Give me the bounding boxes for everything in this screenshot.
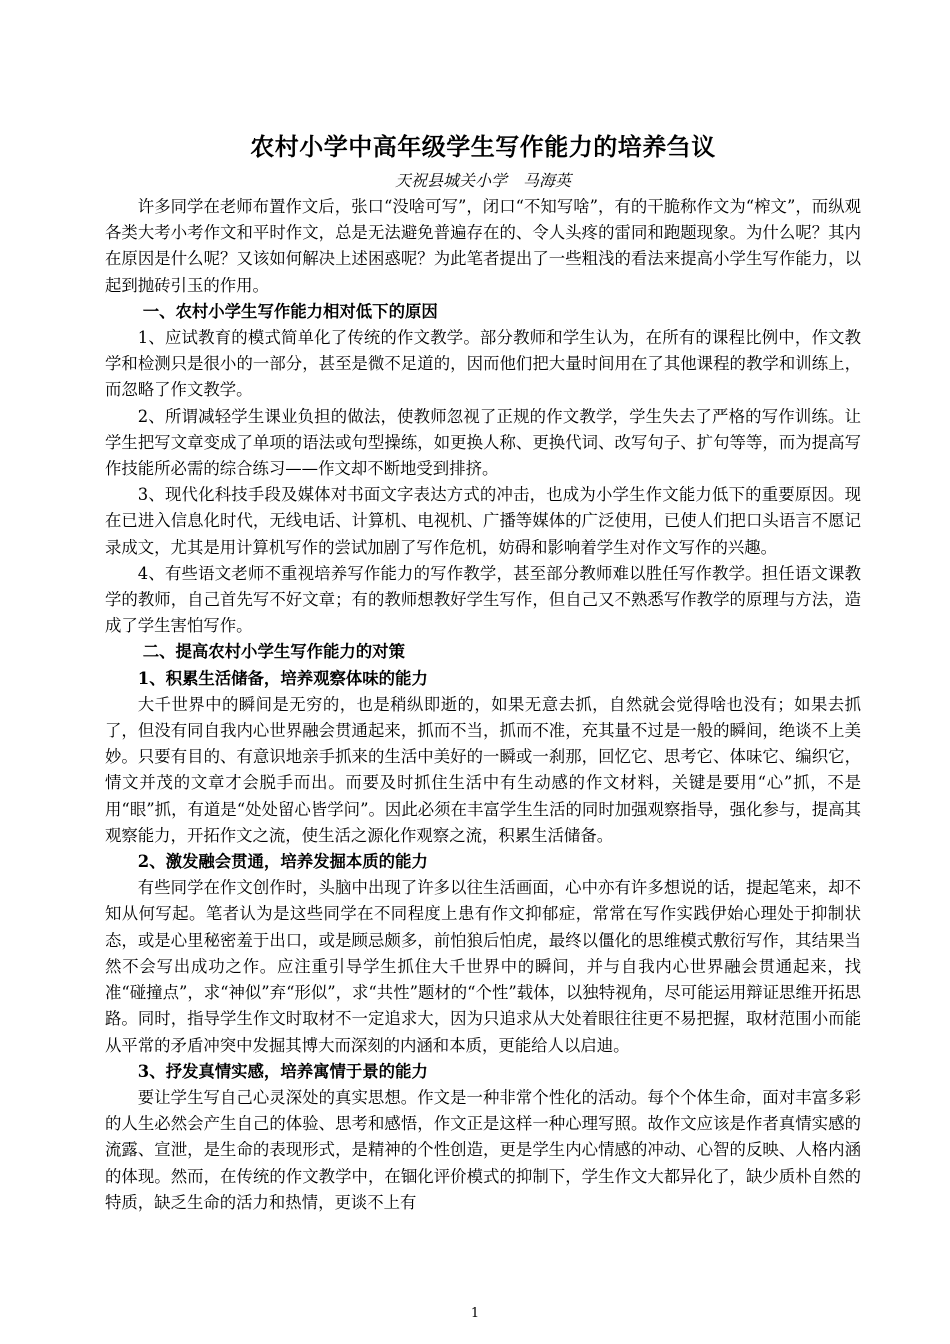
page-number: 1 [470,1306,480,1321]
document-title: 农村小学中高年级学生写作能力的培养刍议 [250,132,716,161]
subsection-heading-1: 1、积累生活储备，培养观察体味的能力 [137,668,428,688]
section-heading-1: 一、农村小学生写作能力相对低下的原因 [142,301,438,321]
document-page [105,130,861,1216]
body-paragraph: 1、应试教育的模式简单化了传统的作文教学。部分教师和学生认为，在所有的课程比例中，作文教学和检测只是很小的一部分，甚至是微不足道的，因而他们把大量时间用在了其他课程的教学和训练上，而忽略了作文教学。 [105,328,861,400]
section-heading-2: 二、提高农村小学生写作能力的对策 [142,642,405,662]
document-author: 天祝县城关小学 马海英 [394,171,571,190]
body-paragraph: 大千世界中的瞬间是无穷的，也是稍纵即逝的，如果无意去抓，自然就会觉得啥也没有；如果去抓了，但没有同自我内心世界融会贯通起来，抓而不当，抓而不准，充其量不过是一般的瞬间，绝谈不上美妙。只要有目的、有意识地亲手抓来的生活中美好的一瞬或一刹那，回忆它、思考它、体味它、编织它，情文并茂的文章才会脱手而出。而要及时抓住生活中有生动感的作文材料，关键是要用“心”抓，不是用“眼”抓，有道是“处处留心皆学问”。因此必须在丰富学生生活的同时加强观察指导，强化参与，提高其观察能力，开拓作文之流，使生活之源化作观察之流，积累生活储备。 [105,694,861,845]
body-paragraph: 3、现代化科技手段及媒体对书面文字表达方式的冲击，也成为小学生作文能力低下的重要原因。现在已进入信息化时代，无线电话、计算机、电视机、广播等媒体的广泛使用，已使人们把口头语言不愿记录成文，尤其是用计算机写作的尝试加剧了写作危机，妨碍和影响着学生对作文写作的兴趣。 [105,485,861,557]
body-paragraph: 有些同学在作文创作时，头脑中出现了许多以往生活画面，心中亦有许多想说的话，提起笔来，却不知从何写起。笔者认为是这些同学在不同程度上患有作文抑郁症，常常在写作实践伊始心理处于抑制状态，或是心里秘密羞于出口，或是顾忌颇多，前怕狼后怕虎，最终以僵化的思维模式敷衍写作，其结果当然不会写出成功之作。应注重引导学生抓住大千世界中的瞬间，并与自我内心世界融会贯通起来，找准“碰撞点”，求“神似”弃“形似”，求“共性”题材的“个性”载体，以独特视角，尽可能运用辩证思维开拓思路。同时，指导学生作文时取材不一定追求大，因为只追求从大处着眼往往更不易把握，取材范围小而能从平常的矛盾冲突中发掘其博大而深刻的内涵和本质，更能给人以启迪。 [105,878,861,1055]
body-paragraph: 要让学生写自己心灵深处的真实思想。作文是一种非常个性化的活动。每个个体生命，面对丰富多彩的人生必然会产生自己的体验、思考和感悟，作文正是这样一种心理写照。故作文应该是作者真情实感的流露、宣泄，是生命的表现形式，是精神的个性创造，更是学生内心情感的冲动、心智的反映、人格内涵的体现。然而，在传统的作文教学中，在锢化评价模式的抑制下，学生作文大都异化了，缺少质朴自然的特质，缺乏生命的活力和热情，更谈不上有 [105,1087,861,1212]
subsection-heading-3: 3、抒发真情实感，培养寓情于景的能力 [137,1061,428,1081]
intro-paragraph: 许多同学在老师布置作文后，张口“没啥可写”，闭口“不知写啥”，有的干脆称作文为“榨文”，而纵观各类大考小考作文和平时作文，总是无法避免普遍存在的、令人头疼的雷同和跑题现象。为什么呢？其内在原因是什么呢？又该如何解决上述困惑呢？为此笔者提出了一些粗浅的看法来提高小学生写作能力，以起到抛砖引玉的作用。 [105,197,861,295]
body-paragraph: 2、所谓减轻学生课业负担的做法，使教师忽视了正规的作文教学，学生失去了严格的写作训练。让学生把写文章变成了单项的语法或句型操练，如更换人称、更换代词、改写句子、扩句等等，而为提高写作技能所必需的综合练习——作文却不断地受到排挤。 [105,406,861,479]
body-paragraph: 4、有些语文老师不重视培养写作能力的写作教学，甚至部分教师难以胜任写作教学。担任语文课教学的教师，自己首先写不好文章；有的教师想教好学生写作，但自己又不熟悉写作教学的原理与方法，造成了学生害怕写作。 [105,563,861,636]
subsection-heading-2: 2、激发融会贯通，培养发掘本质的能力 [137,852,428,872]
